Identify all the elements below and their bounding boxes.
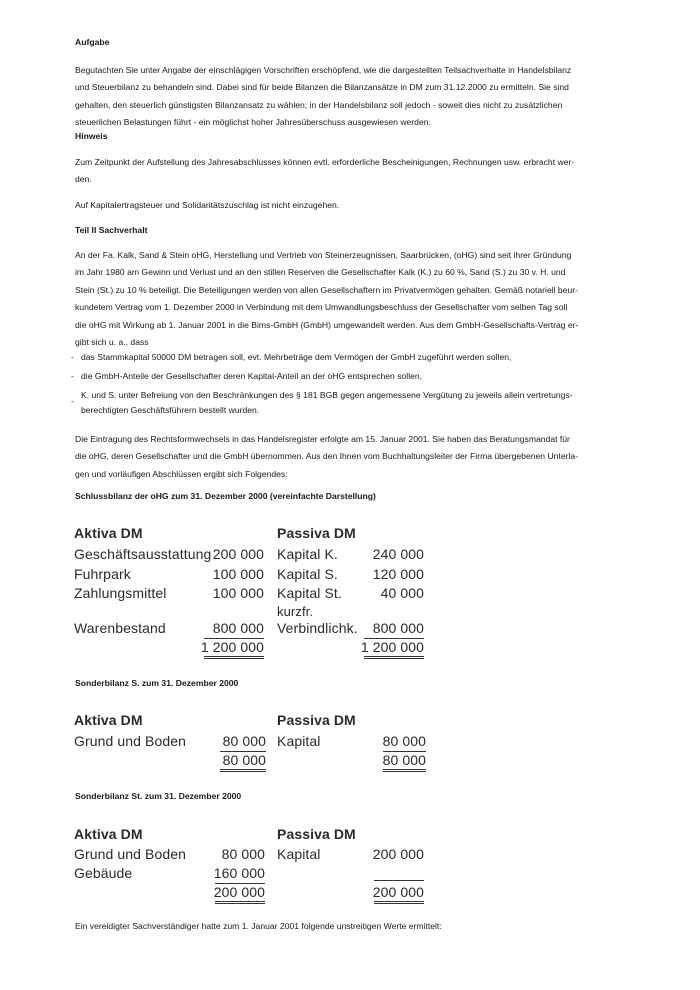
hinweis-line: Zum Zeitpunkt der Aufstellung des Jahresabschlusses können evtl. erforderliche Bescheinigungen, Rechnungen usw. erbracht wer-	[75, 157, 575, 167]
aktiva-label: Fuhrpark	[74, 566, 131, 582]
total-aktiva: 200 000	[213, 884, 265, 900]
hinweis-paragraph	[75, 154, 635, 189]
aktiva-header: Aktiva DM	[74, 525, 143, 541]
aktiva-value: 160 000	[213, 865, 265, 881]
aufgabe-heading: Aufgabe	[75, 37, 110, 47]
hinweis-heading: Hinweis	[75, 131, 108, 141]
teil2-line: An der Fa. Kalk, Sand & Stein oHG, Herstellung und Vertrieb von Steinerzeugnissen, Saarbrücken, (oHG) sind seit ihrer Gründung	[75, 250, 572, 260]
passiva-value: 40 000	[380, 585, 424, 601]
teil2-line: im Jahr 1980 am Gewinn und Verlust und an den stillen Reserven die Gesellschafter Kalk (K.) zu 60 %, Sand (S.) zu 30 v. H. und	[75, 267, 566, 278]
aktiva-label: Grund und Boden	[74, 846, 187, 862]
hinweis-line: den.	[75, 174, 92, 185]
aufgabe-line: gehalten, den steuerlich günstigsten Bilanzansatz zu wählen; in der Handelsbilanz soll jedoch - soweit dies nicht zu zusätzlichen	[75, 99, 563, 110]
total-passiva: 200 000	[372, 884, 424, 900]
total-rule	[374, 901, 424, 904]
aktiva-value: 100 000	[212, 566, 264, 582]
aufgabe-line: Begutachten Sie unter Angabe der einschlägigen Vorschriften erschöpfend, wie die dargestellten Teilsachverhalte in Handelsbilanz	[75, 65, 572, 75]
passiva-label: Verbindlichk.	[277, 620, 358, 636]
total-passiva: 1 200 000	[360, 639, 424, 655]
passiva-value: 120 000	[372, 566, 424, 582]
passiva-header: Passiva DM	[277, 712, 356, 728]
passiva-label: Kapital	[277, 733, 321, 749]
sonder-st-title: Sonderbilanz St. zum 31. Dezember 2000	[75, 791, 242, 801]
sonder-s-title: Sonderbilanz S. zum 31. Dezember 2000	[75, 678, 239, 688]
total-rule	[364, 656, 424, 659]
subtotal-rule	[374, 880, 424, 881]
closing-sentence: Ein vereidigter Sachverständiger hatte zum 1. Januar 2001 folgende unstreitigen Werte ermittelt:	[75, 921, 442, 931]
passiva-label: kurzfr.	[277, 604, 314, 619]
total-rule	[383, 769, 426, 772]
total-rule	[215, 901, 265, 904]
aktiva-label: Grund und Boden	[74, 733, 187, 749]
total-aktiva: 1 200 000	[200, 639, 264, 655]
passiva-value: 240 000	[372, 546, 424, 562]
aktiva-label: Gebäude	[74, 865, 133, 881]
passiva-label: Kapital	[277, 846, 321, 862]
aktiva-value: 80 000	[222, 733, 266, 749]
passiva-label: Kapital S.	[277, 566, 338, 582]
total-rule	[220, 769, 266, 772]
passiva-label: Kapital K.	[277, 546, 338, 562]
teil2-line: Stein (St.) zu 10 % beteiligt. Die Beteiligungen werden von allen Gesellschaftern im Privatvermögen gehalten. Gemäß notariell beur-	[75, 284, 578, 295]
teil2-line: gibt sich u. a., dass	[75, 337, 149, 348]
teil2-line: kundetem Vertrag vom 1. Dezember 2000 in Verbindung mit dem Umwandlungsbeschluss der Gesellschafter vom selben Tag soll	[75, 302, 568, 313]
schlussbilanz-title: Schlussbilanz der oHG zum 31. Dezember 2000 (vereinfachte Darstellung)	[75, 491, 376, 501]
total-aktiva: 80 000	[222, 752, 266, 768]
hinweis-note: Auf Kapitalertragsteuer und Solidaritätszuschlag ist nicht einzugehen.	[75, 200, 340, 210]
total-rule	[204, 656, 264, 659]
aktiva-value: 800 000	[212, 620, 264, 636]
teil2-after-line: die oHG, deren Gesellschafter und die GmbH übernommen. Aus den Ihnen vom Buchhaltungsleiter der Firma übergebenen Unterla-	[75, 451, 579, 462]
teil2-line: die oHG mit Wirkung ab 1. Januar 2001 in die Bims-GmbH (GmbH) umgewandelt werden. Aus dem GmbH-Gesellschafts-Vertrag er-	[75, 319, 579, 330]
teil2-after-paragraph	[75, 431, 635, 483]
passiva-value: 80 000	[382, 733, 426, 749]
passiva-header: Passiva DM	[277, 826, 356, 842]
teil2-after-line: gen und vorläufigen Abschlüssen ergibt sich Folgendes:	[75, 468, 288, 479]
aktiva-value: 200 000	[212, 546, 264, 562]
aktiva-header: Aktiva DM	[74, 826, 143, 842]
passiva-header: Passiva DM	[277, 525, 356, 541]
passiva-value: 200 000	[372, 846, 424, 862]
teil2-heading: Teil II Sachverhalt	[75, 225, 148, 235]
aktiva-header: Aktiva DM	[74, 712, 143, 728]
aktiva-value: 80 000	[221, 846, 265, 862]
passiva-label: Kapital St.	[277, 585, 342, 601]
aktiva-label: Zahlungsmittel	[74, 585, 167, 601]
total-passiva: 80 000	[382, 752, 426, 768]
teil2-paragraph	[75, 247, 635, 351]
aktiva-value: 100 000	[212, 585, 264, 601]
teil2-after-line: Die Eintragung des Rechtsformwechsels in das Handelsregister erfolgte am 15. Januar 2001. Sie haben das Beratungsmandat für	[75, 434, 570, 444]
passiva-value: 800 000	[372, 620, 424, 636]
aktiva-label: Geschäftsausstattung	[74, 546, 212, 562]
aufgabe-line: steuerlichen Belastungen führt - ein möglichst hoher Jahresüberschuss ausgewiesen werden.	[75, 117, 431, 128]
aufgabe-line: und Steuerbilanz zu behandeln sind. Dabei sind für beide Bilanzen die Bilanzansätze in DM zum 31.12.2000 zu ermitteln. Sie sind	[75, 82, 569, 93]
aufgabe-paragraph	[75, 62, 635, 132]
aktiva-label: Warenbestand	[74, 620, 166, 636]
